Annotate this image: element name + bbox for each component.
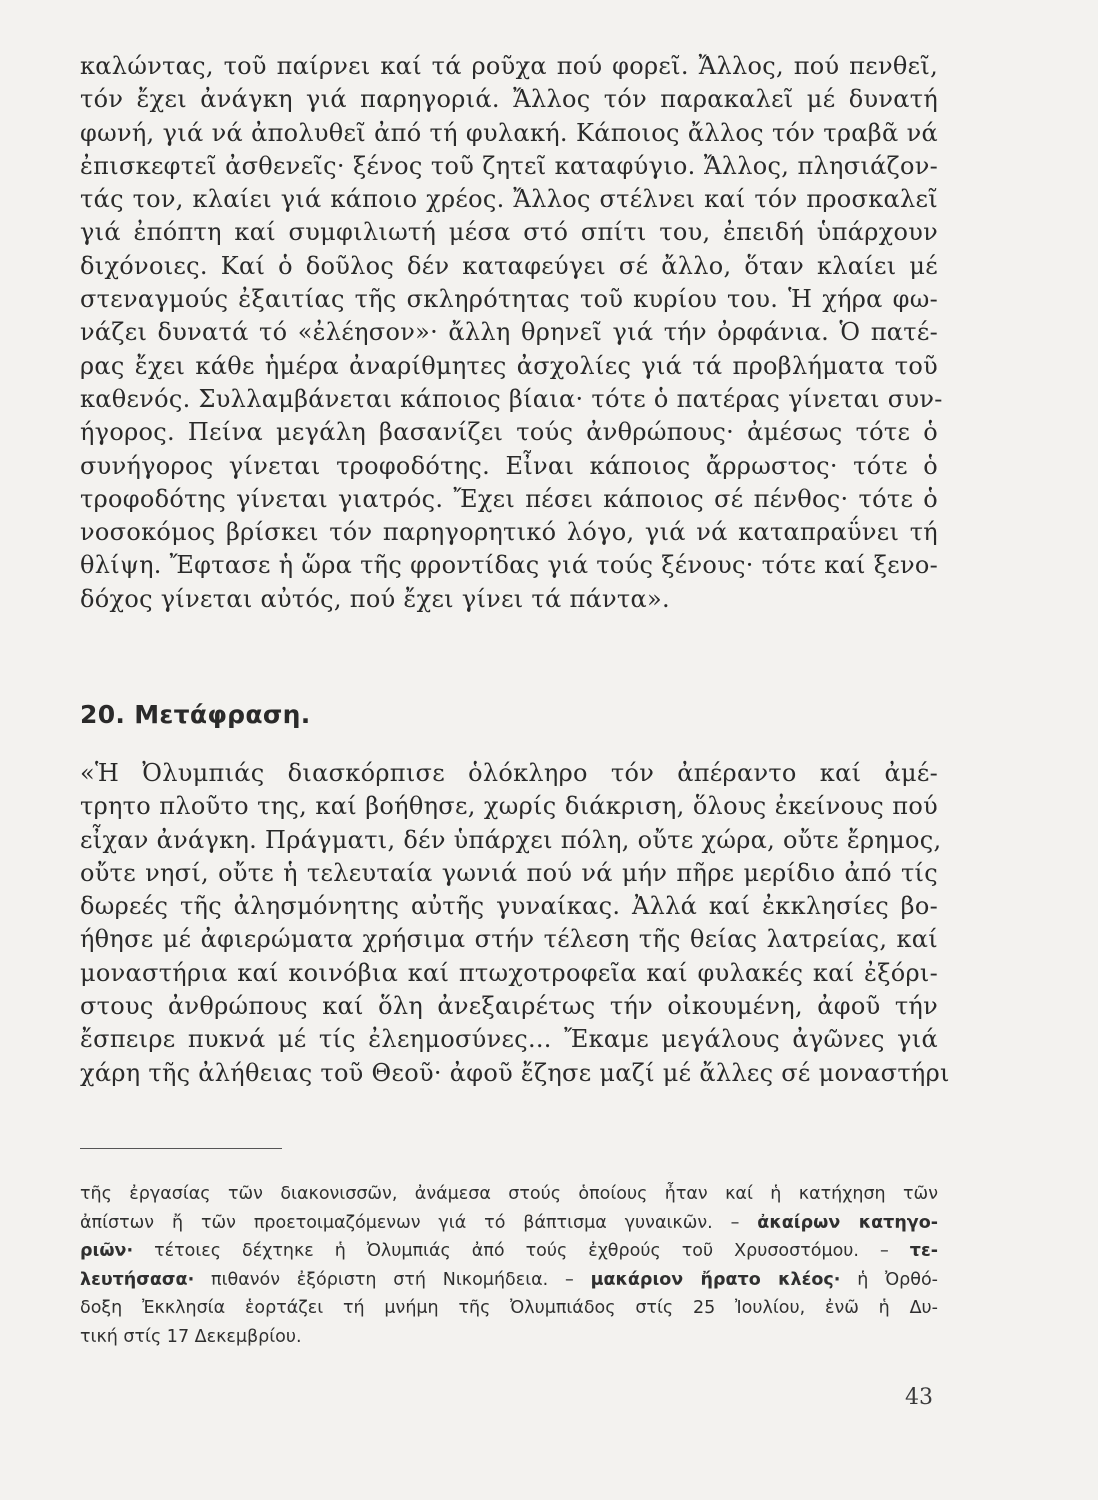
text-line: ρας ἔχει κάθε ἡμέρα ἀναρίθμητες ἀσχολίες γιά τά προβλήματα τοῦ: [80, 351, 938, 380]
footnote-term: ἀκαίρων κατηγο-: [757, 1212, 938, 1233]
main-paragraph: [80, 50, 943, 616]
text-line: ήθησε μέ ἀφιερώματα χρήσιμα στήν τέλεση τῆς θείας λατρείας, καί: [80, 925, 938, 954]
text-line: συνήγορος γίνεται τροφοδότης. Εἶναι κάποιος ἄρρωστος· τότε ὁ: [80, 451, 938, 480]
text-line: ἐπισκεφτεῖ ἀσθενεῖς· ξένος τοῦ ζητεῖ καταφύγιο. Ἄλλος, πλησιάζον-: [80, 151, 938, 180]
footnote-text: τῆς ἐργασίας τῶν διακονισσῶν, ἀνάμεσα στούς ὁποίους ἦταν καί ἡ κατήχηση τῶν: [80, 1184, 938, 1204]
translation-paragraph: [80, 757, 950, 1090]
text-line: τάς τον, κλαίει γιά κάποιο χρέος. Ἄλλος στέλνει καί τόν προσκαλεῖ: [80, 185, 938, 214]
text-line: ἔσπειρε πυκνά μέ τίς ἐλεημοσύνες... Ἔκαμε μεγάλους ἀγῶνες γιά: [80, 1025, 938, 1054]
footnote-line: [80, 1180, 938, 1209]
footnote-term: λευτήσασα·: [80, 1269, 195, 1290]
footnote-divider: [80, 1148, 282, 1149]
footnote-line: [80, 1294, 938, 1323]
footnote-text: τική στίς 17 Δεκεμβρίου.: [80, 1326, 302, 1347]
text-line: καθενός. Συλλαμβάνεται κάποιος βίαια· τότε ὁ πατέρας γίνεται συν-: [80, 384, 943, 413]
footnote-term: μακάριον ἤρατο κλέος·: [590, 1269, 841, 1290]
footnote-text: τέτοιες δέχτηκε ἡ Ὀλυμπιάς ἀπό τούς ἐχθρούς τοῦ Χρυσοστόμου. –: [154, 1241, 889, 1262]
footnote-term: ριῶν·: [80, 1241, 134, 1262]
footnote-text: ἀπίστων ἤ τῶν προετοιμαζόμενων γιά τό βάπτισμα γυναικῶν. –: [80, 1212, 740, 1233]
text-line: διχόνοιες. Καί ὁ δοῦλος δέν καταφεύγει σέ ἄλλο, ὅταν κλαίει μέ: [80, 251, 938, 280]
footnote-text: πιθανόν ἐξόριστη στή Νικομήδεια. –: [211, 1269, 574, 1290]
section-heading: 20. Μετάφραση.: [80, 700, 311, 729]
footnote-line: [80, 1266, 938, 1295]
footnote-line: [80, 1237, 938, 1266]
footnote-text: ἡ Ὀρθό-: [857, 1269, 938, 1290]
footnote-term: τε-: [909, 1241, 938, 1262]
page-number: 43: [905, 1385, 933, 1410]
text-line: «Ἡ Ὀλυμπιάς διασκόρπισε ὁλόκληρο τόν ἀπέραντο καί ἀμέ-: [80, 759, 938, 787]
text-line: δόχος γίνεται αὐτός, πού ἔχει γίνει τά πάντα».: [80, 584, 670, 613]
text-line: εἶχαν ἀνάγκη. Πράγματι, δέν ὑπάρχει πόλη, οὔτε χώρα, οὔτε ἔρημος,: [80, 825, 942, 854]
text-line: γιά ἐπόπτη καί συμφιλιωτή μέσα στό σπίτι του, ἐπειδή ὑπάρχουν: [80, 218, 938, 247]
text-line: νοσοκόμος βρίσκει τόν παρηγορητικό λόγο, γιά νά καταπραΰνει τή: [80, 518, 938, 547]
text-line: οὔτε νησί, οὔτε ἡ τελευταία γωνιά πού νά μήν πῆρε μερίδιο ἀπό τίς: [80, 858, 938, 887]
text-line: καλώντας, τοῦ παίρνει καί τά ροῦχα πού φορεῖ. Ἄλλος, πού πενθεῖ,: [80, 52, 938, 80]
footnote-line: [80, 1209, 938, 1238]
text-line: στους ἀνθρώπους καί ὅλη ἀνεξαιρέτως τήν οἰκουμένη, ἀφοῦ τήν: [80, 992, 938, 1021]
text-line: θλίψη. Ἔφτασε ἡ ὥρα τῆς φροντίδας γιά τούς ξένους· τότε καί ξενο-: [80, 551, 938, 580]
text-line: μοναστήρια καί κοινόβια καί πτωχοτροφεῖα καί φυλακές καί ἐξόρι-: [80, 958, 938, 987]
text-line: δωρεές τῆς ἀλησμόνητης αὐτῆς γυναίκας. Ἀλλά καί ἐκκλησίες βο-: [80, 892, 938, 921]
text-line: τροφοδότης γίνεται γιατρός. Ἔχει πέσει κάποιος σέ πένθος· τότε ὁ: [80, 484, 938, 513]
text-line: ήγορος. Πείνα μεγάλη βασανίζει τούς ἀνθρώπους· ἀμέσως τότε ὁ: [80, 418, 938, 447]
footnote-text: δοξη Ἐκκλησία ἑορτάζει τή μνήμη τῆς Ὀλυμπιάδος στίς 25 Ἰουλίου, ἐνῶ ἡ Δυ-: [80, 1298, 938, 1319]
text-line: νάζει δυνατά τό «ἐλέησον»· ἄλλη θρηνεῖ γιά τήν ὀρφάνια. Ὁ πατέ-: [80, 318, 938, 347]
text-line: τρητο πλοῦτο της, καί βοήθησε, χωρίς διάκριση, ὅλους ἐκείνους πού: [80, 792, 938, 821]
text-line: στεναγμούς ἐξαιτίας τῆς σκληρότητας τοῦ κυρίου του. Ἡ χήρα φω-: [80, 285, 938, 314]
text-line: χάρη τῆς ἀλήθειας τοῦ Θεοῦ· ἀφοῦ ἔζησε μαζί μέ ἄλλες σέ μοναστήρι: [80, 1058, 950, 1087]
footnote: [80, 1180, 938, 1352]
footnote-line: [80, 1323, 938, 1352]
text-line: φωνή, γιά νά ἀπολυθεῖ ἀπό τή φυλακή. Κάποιος ἄλλος τόν τραβᾶ νά: [80, 118, 938, 147]
text-line: τόν ἔχει ἀνάγκη γιά παρηγοριά. Ἄλλος τόν παρακαλεῖ μέ δυνατή: [80, 85, 938, 114]
